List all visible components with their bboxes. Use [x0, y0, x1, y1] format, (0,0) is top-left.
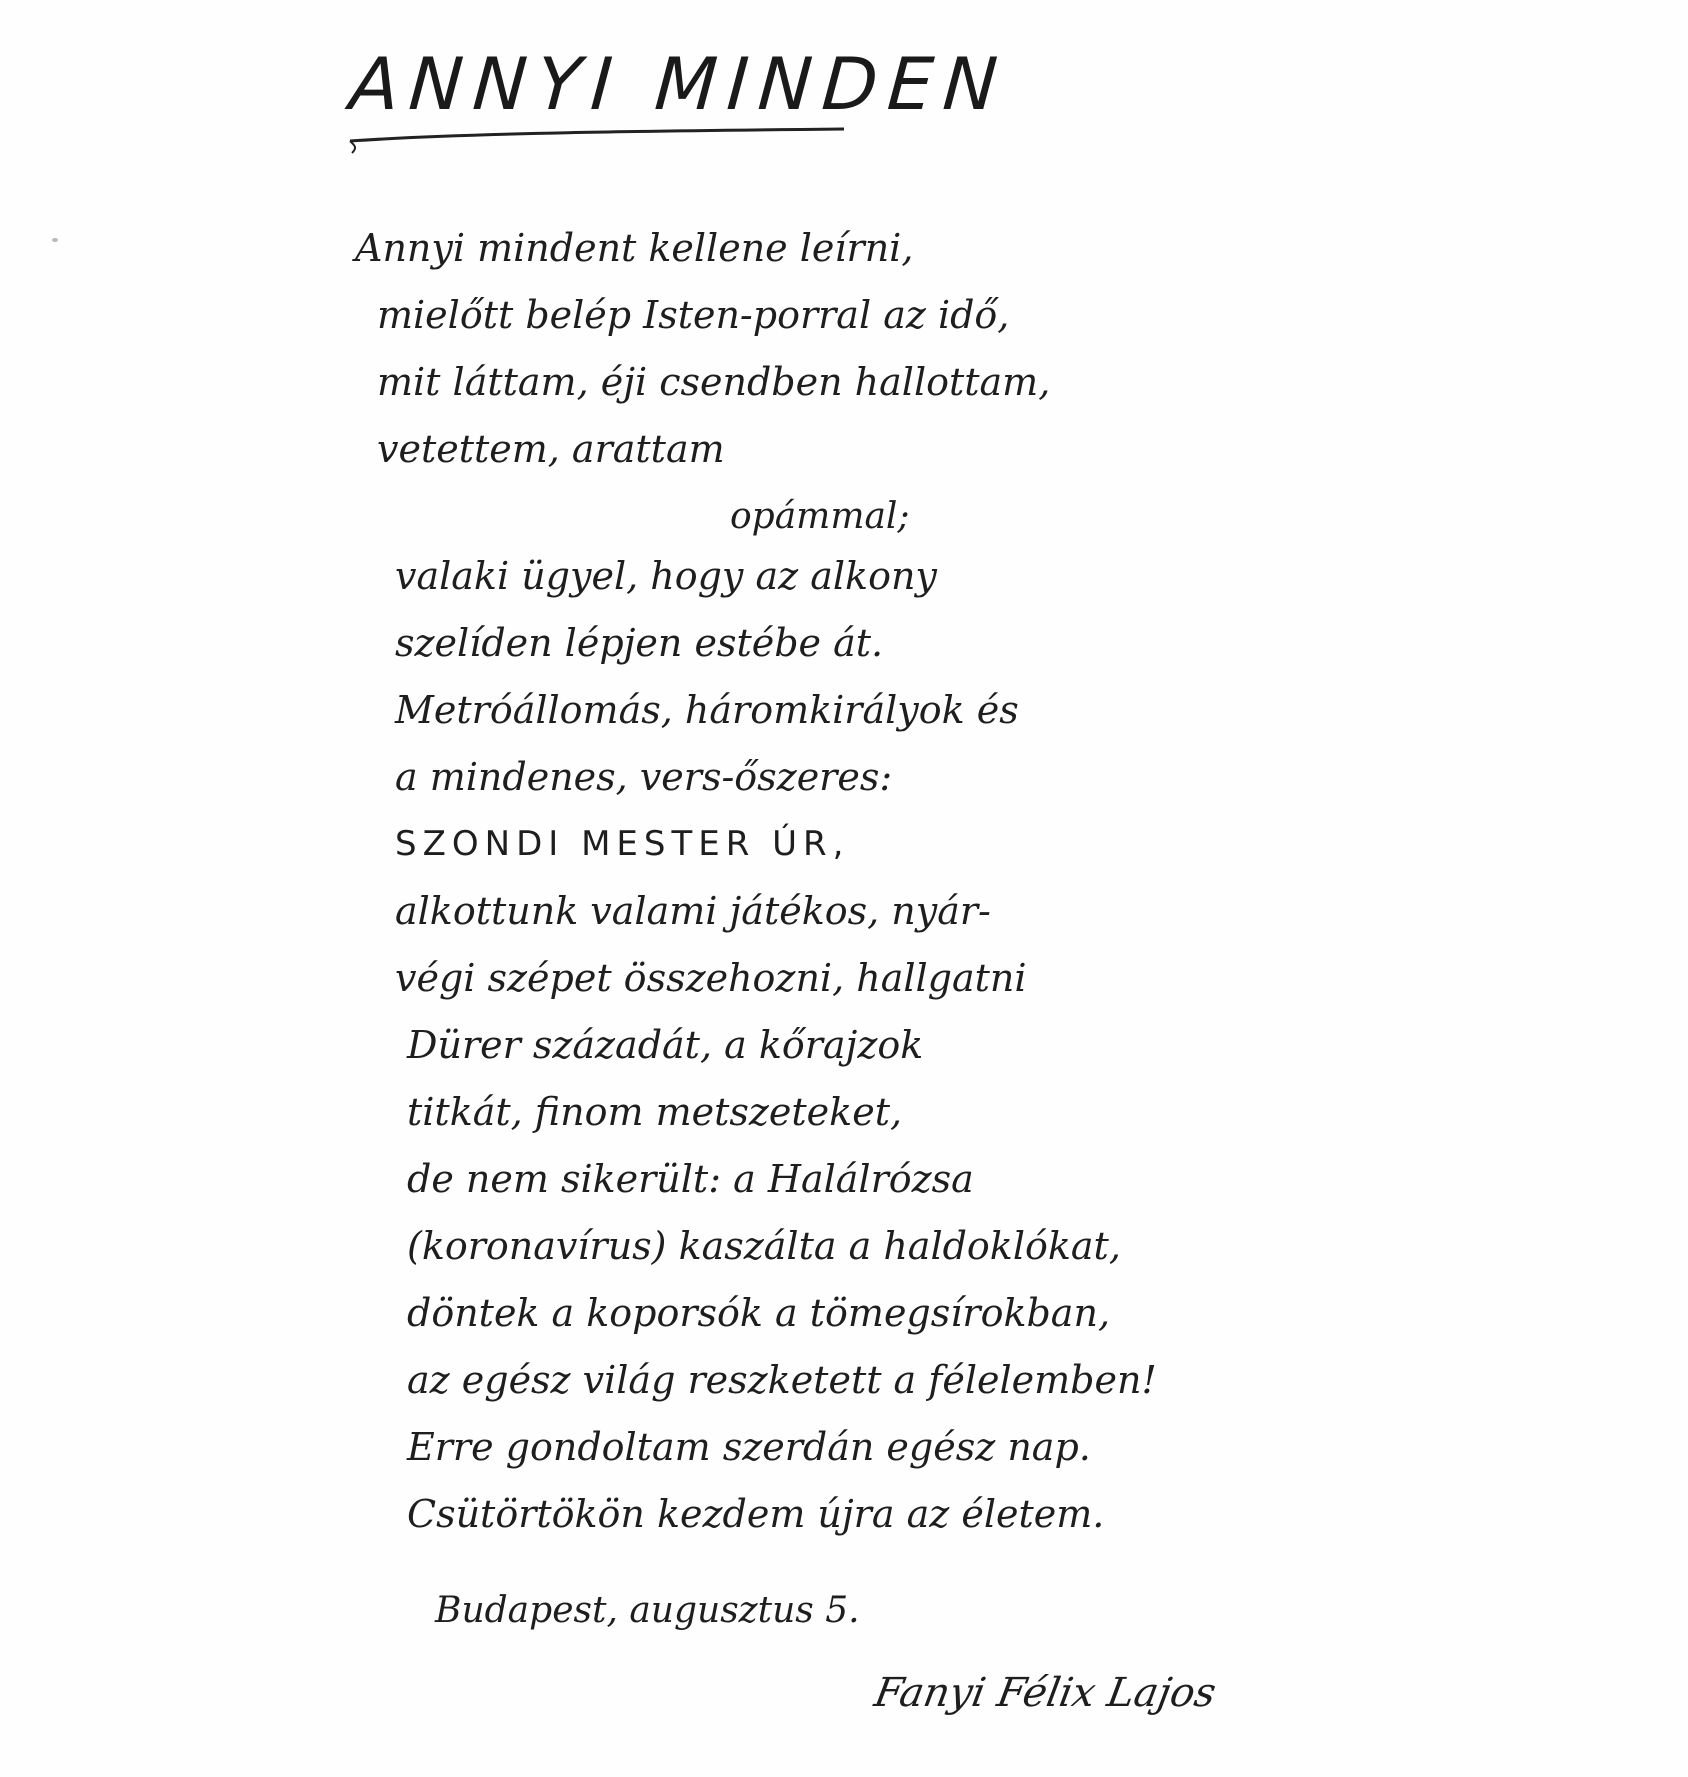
poem-line: Annyi mindent kellene leírni, — [355, 226, 914, 270]
poem-line: vetettem, arattam — [377, 427, 725, 471]
title-underline — [348, 125, 848, 155]
author-signature: Fanyi Félix Lajos — [870, 1670, 1220, 1716]
poem-line: az egész világ reszketett a félelemben! — [407, 1358, 1157, 1402]
poem-line: Erre gondoltam szerdán egész nap. — [407, 1425, 1091, 1469]
poem-line: Metróállomás, háromkirályok és — [395, 688, 1019, 732]
poem-line: Dürer századát, a kőrajzok — [407, 1023, 924, 1067]
poem-body — [355, 215, 1335, 1548]
poem-title: ANNYI MINDEN — [347, 42, 1011, 126]
inserted-word: opámmal; — [730, 496, 910, 537]
poem-line: szelíden lépjen estébe át. — [395, 621, 884, 665]
poem-line: valaki ügyel, hogy az alkony — [395, 554, 937, 598]
poem-line: titkát, finom metszeteket, — [407, 1090, 903, 1134]
poem-line: döntek a koporsók a tömegsírokban, — [407, 1291, 1111, 1335]
poem-line: alkottunk valami játékos, nyár- — [395, 889, 991, 933]
poem-line: Csütörtökön kezdem újra az életem. — [407, 1492, 1105, 1536]
poem-line: a mindenes, vers-őszeres: — [395, 755, 893, 799]
poem-line: végi szépet összehozni, hallgatni — [395, 956, 1027, 1000]
poem-line: (koronavírus) kaszálta a haldoklókat, — [407, 1224, 1121, 1268]
poem-line: SZONDI MESTER ÚR, — [395, 824, 850, 864]
paper-speck — [52, 238, 58, 242]
poem-line: de nem sikerült: a Halálrózsa — [407, 1157, 974, 1201]
poem-line: mielőtt belép Isten-porral az idő, — [377, 293, 1010, 337]
poem-line: mit láttam, éji csendben hallottam, — [377, 360, 1051, 404]
place-and-date: Budapest, augusztus 5. — [435, 1590, 860, 1631]
